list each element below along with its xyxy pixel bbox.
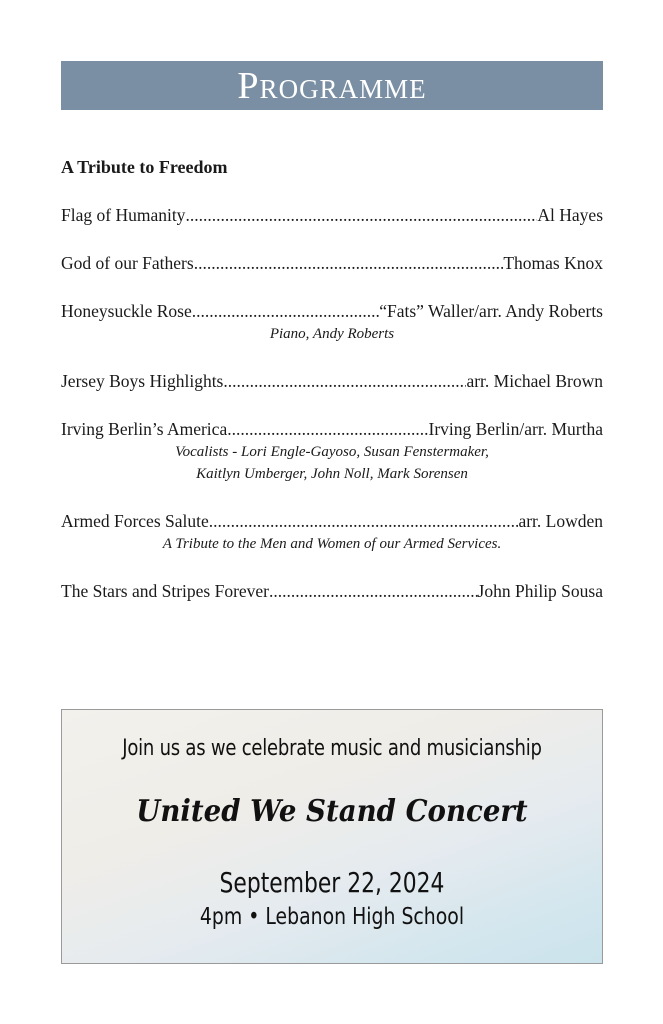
program-composer: arr. Lowden [518,511,603,531]
program-piece-title: Jersey Boys Highlights [61,371,224,391]
program-composer: John Philip Sousa [477,581,603,601]
program-entry [61,299,603,345]
program-piece-title: Honeysuckle Rose [61,301,192,321]
program-entry [61,251,603,275]
program-note: Vocalists - Lori Engle-Gayoso, Susan Fenstermaker, [175,444,489,460]
program-entry [61,417,603,485]
dot-leader [185,203,537,227]
program-piece-title: The Stars and Stripes Forever [61,581,270,601]
page-title: Programme [237,64,427,107]
program-composer: Irving Berlin/arr. Murtha [428,419,603,439]
concert-banner [61,709,603,964]
program-entry [61,509,603,555]
program-composer: Al Hayes [537,205,603,225]
programme-title-bar [61,61,603,110]
dot-leader [192,299,379,323]
program-composer: “Fats” Waller/arr. Andy Roberts [379,301,603,321]
program-entry-line [61,203,603,227]
dot-leader [269,579,478,603]
dot-leader [209,509,519,533]
program-entry-line [61,369,603,393]
program-entry-line [61,251,603,275]
program-entry-line [61,299,603,323]
program-piece-title: Armed Forces Salute [61,511,209,531]
program-piece-title: God of our Fathers [61,253,194,273]
program-list [61,203,603,627]
program-piece-title: Irving Berlin’s America [61,419,228,439]
program-composer: Thomas Knox [503,253,603,273]
banner-time-location: 4pm • Lebanon High School [199,904,465,930]
program-entry-line [61,579,603,603]
banner-invite: Join us as we celebrate music and musicianship [122,736,542,761]
program-piece-title: Flag of Humanity [61,205,186,225]
program-composer: arr. Michael Brown [466,371,603,391]
program-note: A Tribute to the Men and Women of our Armed Services. [162,536,502,552]
program-entry [61,369,603,393]
dot-leader [194,251,504,275]
program-entry-line [61,417,603,441]
banner-date: September 22, 2024 [219,866,445,899]
dot-leader [227,417,428,441]
section-heading: A Tribute to Freedom [61,157,228,177]
program-entry-line [61,509,603,533]
program-entry [61,203,603,227]
program-note: Piano, Andy Roberts [269,326,395,342]
banner-event-name: United We Stand Concert [136,794,528,829]
program-note: Kaitlyn Umberger, John Noll, Mark Sorensen [196,466,468,482]
dot-leader [223,369,466,393]
program-entry [61,579,603,603]
